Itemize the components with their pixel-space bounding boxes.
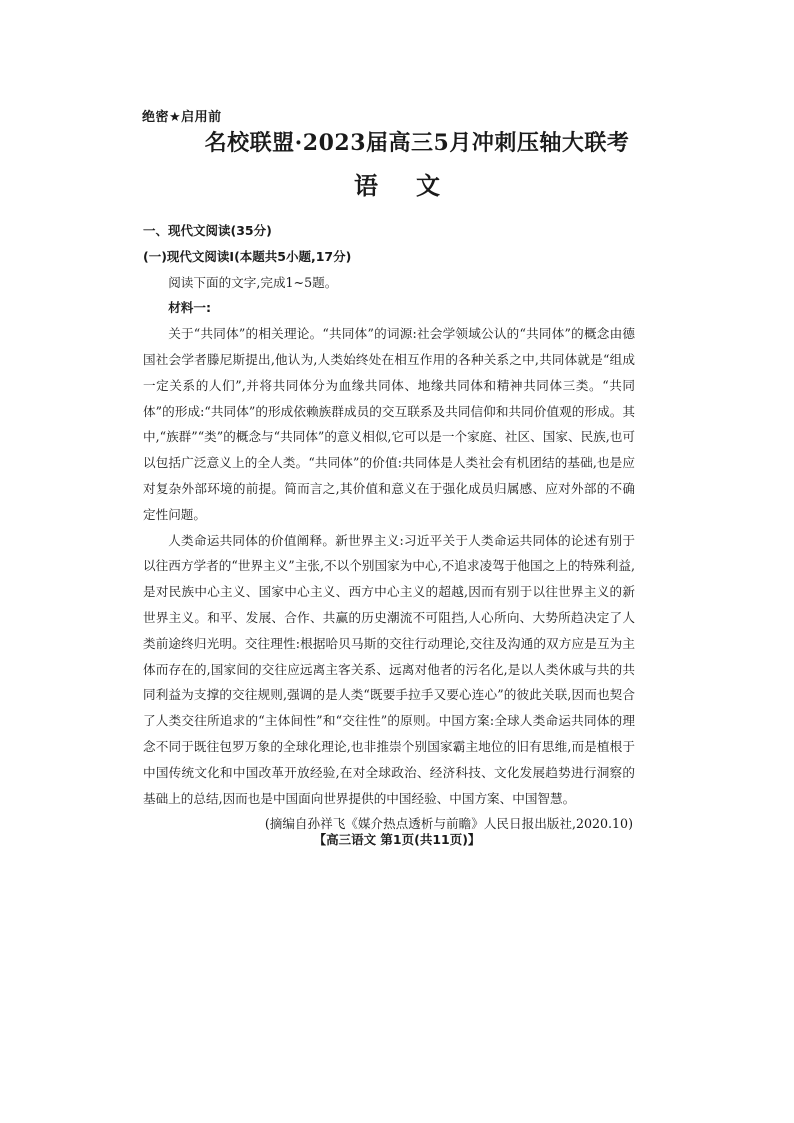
secret-label: 绝密★启用前 — [142, 110, 222, 125]
page-footer: 【高三语文 第1页(共11页)】 — [313, 832, 481, 847]
reading-section — [143, 218, 635, 837]
material-label: 材料一: — [168, 300, 212, 316]
sub-section-heading: (一)现代文阅读Ⅰ(本题共5小题,17分) — [143, 248, 352, 264]
subject-title: 语文 — [354, 171, 478, 200]
section-heading: 一、现代文阅读(35分) — [143, 223, 272, 238]
paragraph-2: 人类命运共同体的价值阐释。新世界主义:习近平关于人类命运共同体的论述有别于以往西方学者的“世界主义”主张,不以个别国家为中心,不追求凌驾于他国之上的特殊利益,是对民族中心主义、国家中心主义、西方中心主义的超越,因而有别于以往世界主义的新世界主义。和平、发展、合作、共赢的历史潮流不可阻挡,人心所向、大势所趋决定了人类前途终归光明。交往理性:根据哈贝马斯的交往行动理论,交往及沟通的双方应是互为主体而存在的,国家间的交往应远离主客关系、远离对他者的污名化,是以人类休戚与共的共同利益为支撑的交往规则,强调的是人类“既要手拉手又要心连心”的彼此关联,因而也契合了人类交往所追求的“主体间性”和“交往性”的原则。中国方案:全球人类命运共同体的理念不同于既往包罗万象的全球化理论,也非推崇个别国家霸主地位的旧有思维,而是植根于中国传统文化和中国改革开放经验,在对全球政治、经济科技、文化发展趋势进行洞察的基础上的总结,因而也是中国面向世界提供的中国经验、中国方案、中国智慧。 — [143, 532, 635, 806]
exam-title: 名校联盟·2023届高三5月冲刺压轴大联考 — [204, 130, 630, 156]
instruction-text: 阅读下面的文字,完成1~5题。 — [168, 274, 338, 290]
source-citation: (摘编自孙祥飞《媒介热点透析与前瞻》人民日报出版社,2020.10) — [264, 816, 633, 832]
paragraph-1: 关于“共同体”的相关理论。“共同体”的词源:社会学领域公认的“共同体”的概念由德国社会学者滕尼斯提出,他认为,人类始终处在相互作用的各种关系之中,共同体就是“组成一定关系的人们”,并将共同体分为血缘共同体、地缘共同体和精神共同体三类。“共同体”的形成:“共同体”的形成依赖族群成员的交互联系及共同信仰和共同价值观的形成。其中,“族群”“类”的概念与“共同体”的意义相似,它可以是一个家庭、社区、国家、民族,也可以包括广泛意义上的全人类。“共同体”的价值:共同体是人类社会有机团结的基础,也是应对复杂外部环境的前提。简而言之,其价值和意义在于强化成员归属感、应对外部的不确定性问题。 — [143, 326, 635, 522]
